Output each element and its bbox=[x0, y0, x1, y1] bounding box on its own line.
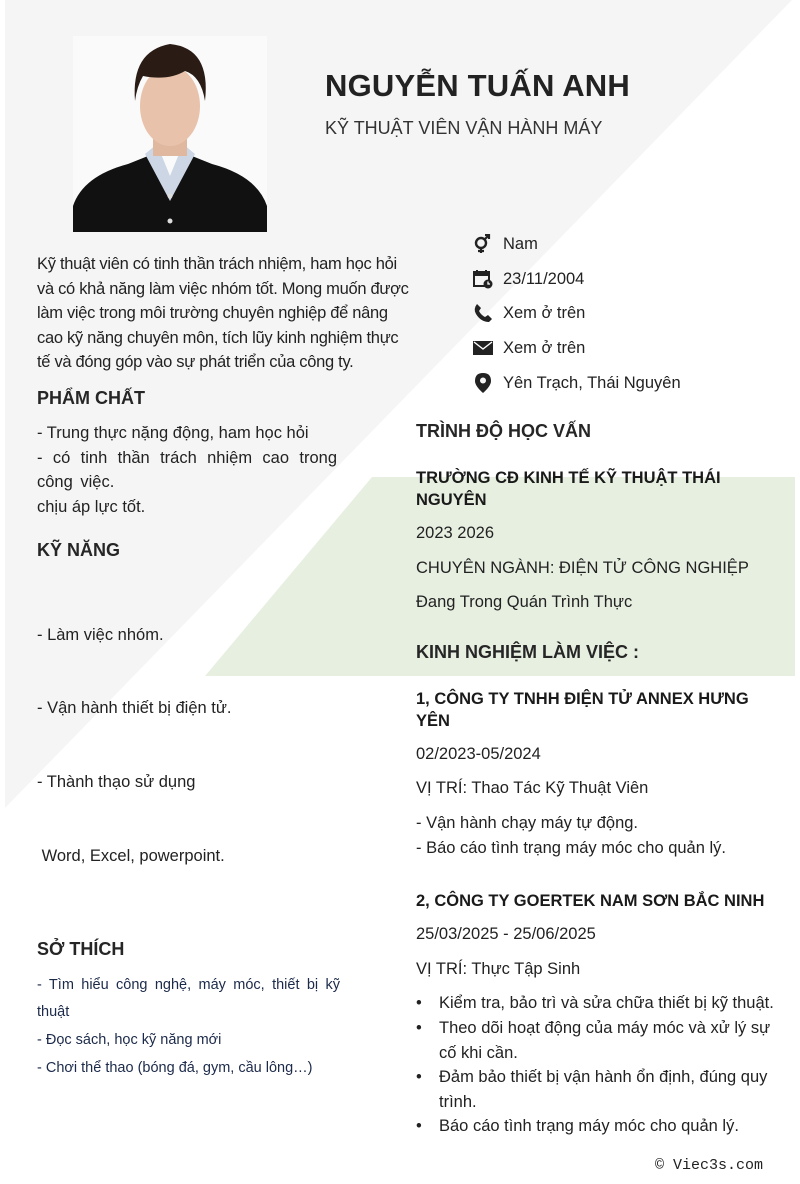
contact-address bbox=[473, 371, 681, 395]
bullet-icon: • bbox=[416, 994, 422, 1013]
gender-value: Nam bbox=[503, 234, 538, 253]
hobby-item: - Tìm hiểu công nghệ, máy móc, thiết bị kỹ thuật bbox=[37, 976, 340, 1020]
quality-item: chịu áp lực tốt. bbox=[37, 497, 146, 516]
bullet-icon: • bbox=[416, 1068, 422, 1087]
job-period: 25/03/2025 - 25/06/2025 bbox=[416, 925, 596, 944]
job-company: 1, CÔNG TY TNHH ĐIỆN TỬ ANNEX HƯNG YÊN bbox=[416, 689, 749, 730]
job-title: KỸ THUẬT VIÊN VẬN HÀNH MÁY bbox=[325, 118, 603, 138]
experience-heading: KINH NGHIỆM LÀM VIỆC : bbox=[416, 641, 639, 662]
contact-gender bbox=[473, 232, 538, 256]
education-major: CHUYÊN NGÀNH: ĐIỆN TỬ CÔNG NGHIỆP bbox=[416, 558, 749, 577]
candidate-name: NGUYỄN TUẤN ANH bbox=[325, 68, 630, 103]
phone-icon bbox=[473, 303, 493, 323]
summary-text: Kỹ thuật viên có tinh thần trách nhiệm, ham học hỏi và có khả năng làm việc nhóm tốt. Mong muốn được làm việc trong môi trường chuyên nghiệp để nâng cao kỹ năng chuyên môn, tích lũy kinh nghiệm thực tế và đóng góp vào sự phát triển của công ty. bbox=[37, 255, 409, 372]
location-pin-icon bbox=[473, 373, 493, 393]
profile-photo bbox=[73, 36, 267, 232]
bullet-icon: • bbox=[416, 1117, 422, 1136]
task-text: Đảm bảo thiết bị vận hành ổn định, đúng quy trình. bbox=[439, 1068, 768, 1111]
contact-phone bbox=[473, 301, 585, 325]
school-name: TRƯỜNG CĐ KINH TẾ KỸ THUẬT THÁI NGUYÊN bbox=[416, 469, 721, 509]
email-value: Xem ở trên bbox=[503, 338, 586, 357]
task-text: Theo dõi hoạt động của máy móc và xử lý sự cố khi cần. bbox=[439, 1018, 771, 1062]
education-heading: TRÌNH ĐỘ HỌC VẤN bbox=[416, 421, 591, 441]
contact-birthday bbox=[473, 267, 584, 291]
quality-item: - có tinh thần trách nhiệm cao trong công việc. bbox=[37, 448, 337, 492]
job-tasks bbox=[416, 811, 780, 860]
skills-list bbox=[37, 573, 367, 917]
job-task: - Báo cáo tình trạng máy móc cho quản lý. bbox=[416, 838, 726, 857]
birthday-value: 23/11/2004 bbox=[503, 269, 585, 288]
job-task bbox=[416, 1065, 780, 1114]
email-icon bbox=[473, 338, 493, 358]
bullet-icon: • bbox=[416, 1018, 422, 1037]
hobbies-list bbox=[37, 972, 340, 1082]
gender-icon bbox=[473, 234, 493, 254]
job-position: VỊ TRÍ: Thực Tập Sinh bbox=[416, 959, 581, 978]
task-text: Báo cáo tình trạng máy móc cho quản lý. bbox=[439, 1117, 739, 1136]
job-period: 02/2023-05/2024 bbox=[416, 744, 541, 763]
job-task bbox=[416, 991, 780, 1016]
skill-item: - Làm việc nhóm. bbox=[37, 625, 164, 644]
job-task bbox=[416, 1016, 780, 1065]
hobbies-heading: SỞ THÍCH bbox=[37, 938, 125, 959]
education-status: Đang Trong Quán Trình Thực bbox=[416, 593, 633, 612]
right-column bbox=[416, 420, 780, 1184]
qualities-heading: PHẨM CHẤT bbox=[37, 387, 145, 408]
contact-email bbox=[473, 336, 585, 360]
job-company: 2, CÔNG TY GOERTEK NAM SƠN BẮC NINH bbox=[416, 892, 765, 911]
education-years: 2023 2026 bbox=[416, 524, 494, 542]
skills-heading: KỸ NĂNG bbox=[37, 540, 121, 561]
skill-item: - Thành thạo sử dụng bbox=[37, 773, 196, 792]
left-column bbox=[37, 252, 409, 1082]
skill-item: Word, Excel, powerpoint. bbox=[37, 846, 225, 865]
job-task: - Vận hành chạy máy tự động. bbox=[416, 813, 639, 832]
quality-item: - Trung thực nặng động, ham học hỏi bbox=[37, 423, 309, 442]
hobby-item: - Chơi thể thao (bóng đá, gym, cầu lông…) bbox=[37, 1059, 313, 1076]
task-text: Kiểm tra, bảo trì và sửa chữa thiết bị kỹ thuật. bbox=[439, 994, 774, 1013]
qualities-list bbox=[37, 421, 337, 519]
job-task bbox=[416, 1114, 780, 1139]
skill-item: - Vận hành thiết bị điện tử. bbox=[37, 699, 232, 718]
address-value: Yên Trạch, Thái Nguyên bbox=[503, 373, 681, 392]
calendar-icon bbox=[473, 269, 493, 289]
job-tasks bbox=[416, 991, 780, 1139]
phone-value: Xem ở trên bbox=[503, 303, 586, 322]
job-position: VỊ TRÍ: Thao Tác Kỹ Thuật Viên bbox=[416, 779, 649, 798]
watermark-footer: © Viec3s.com bbox=[654, 1156, 763, 1174]
hobby-item: - Đọc sách, học kỹ năng mới bbox=[37, 1031, 222, 1048]
